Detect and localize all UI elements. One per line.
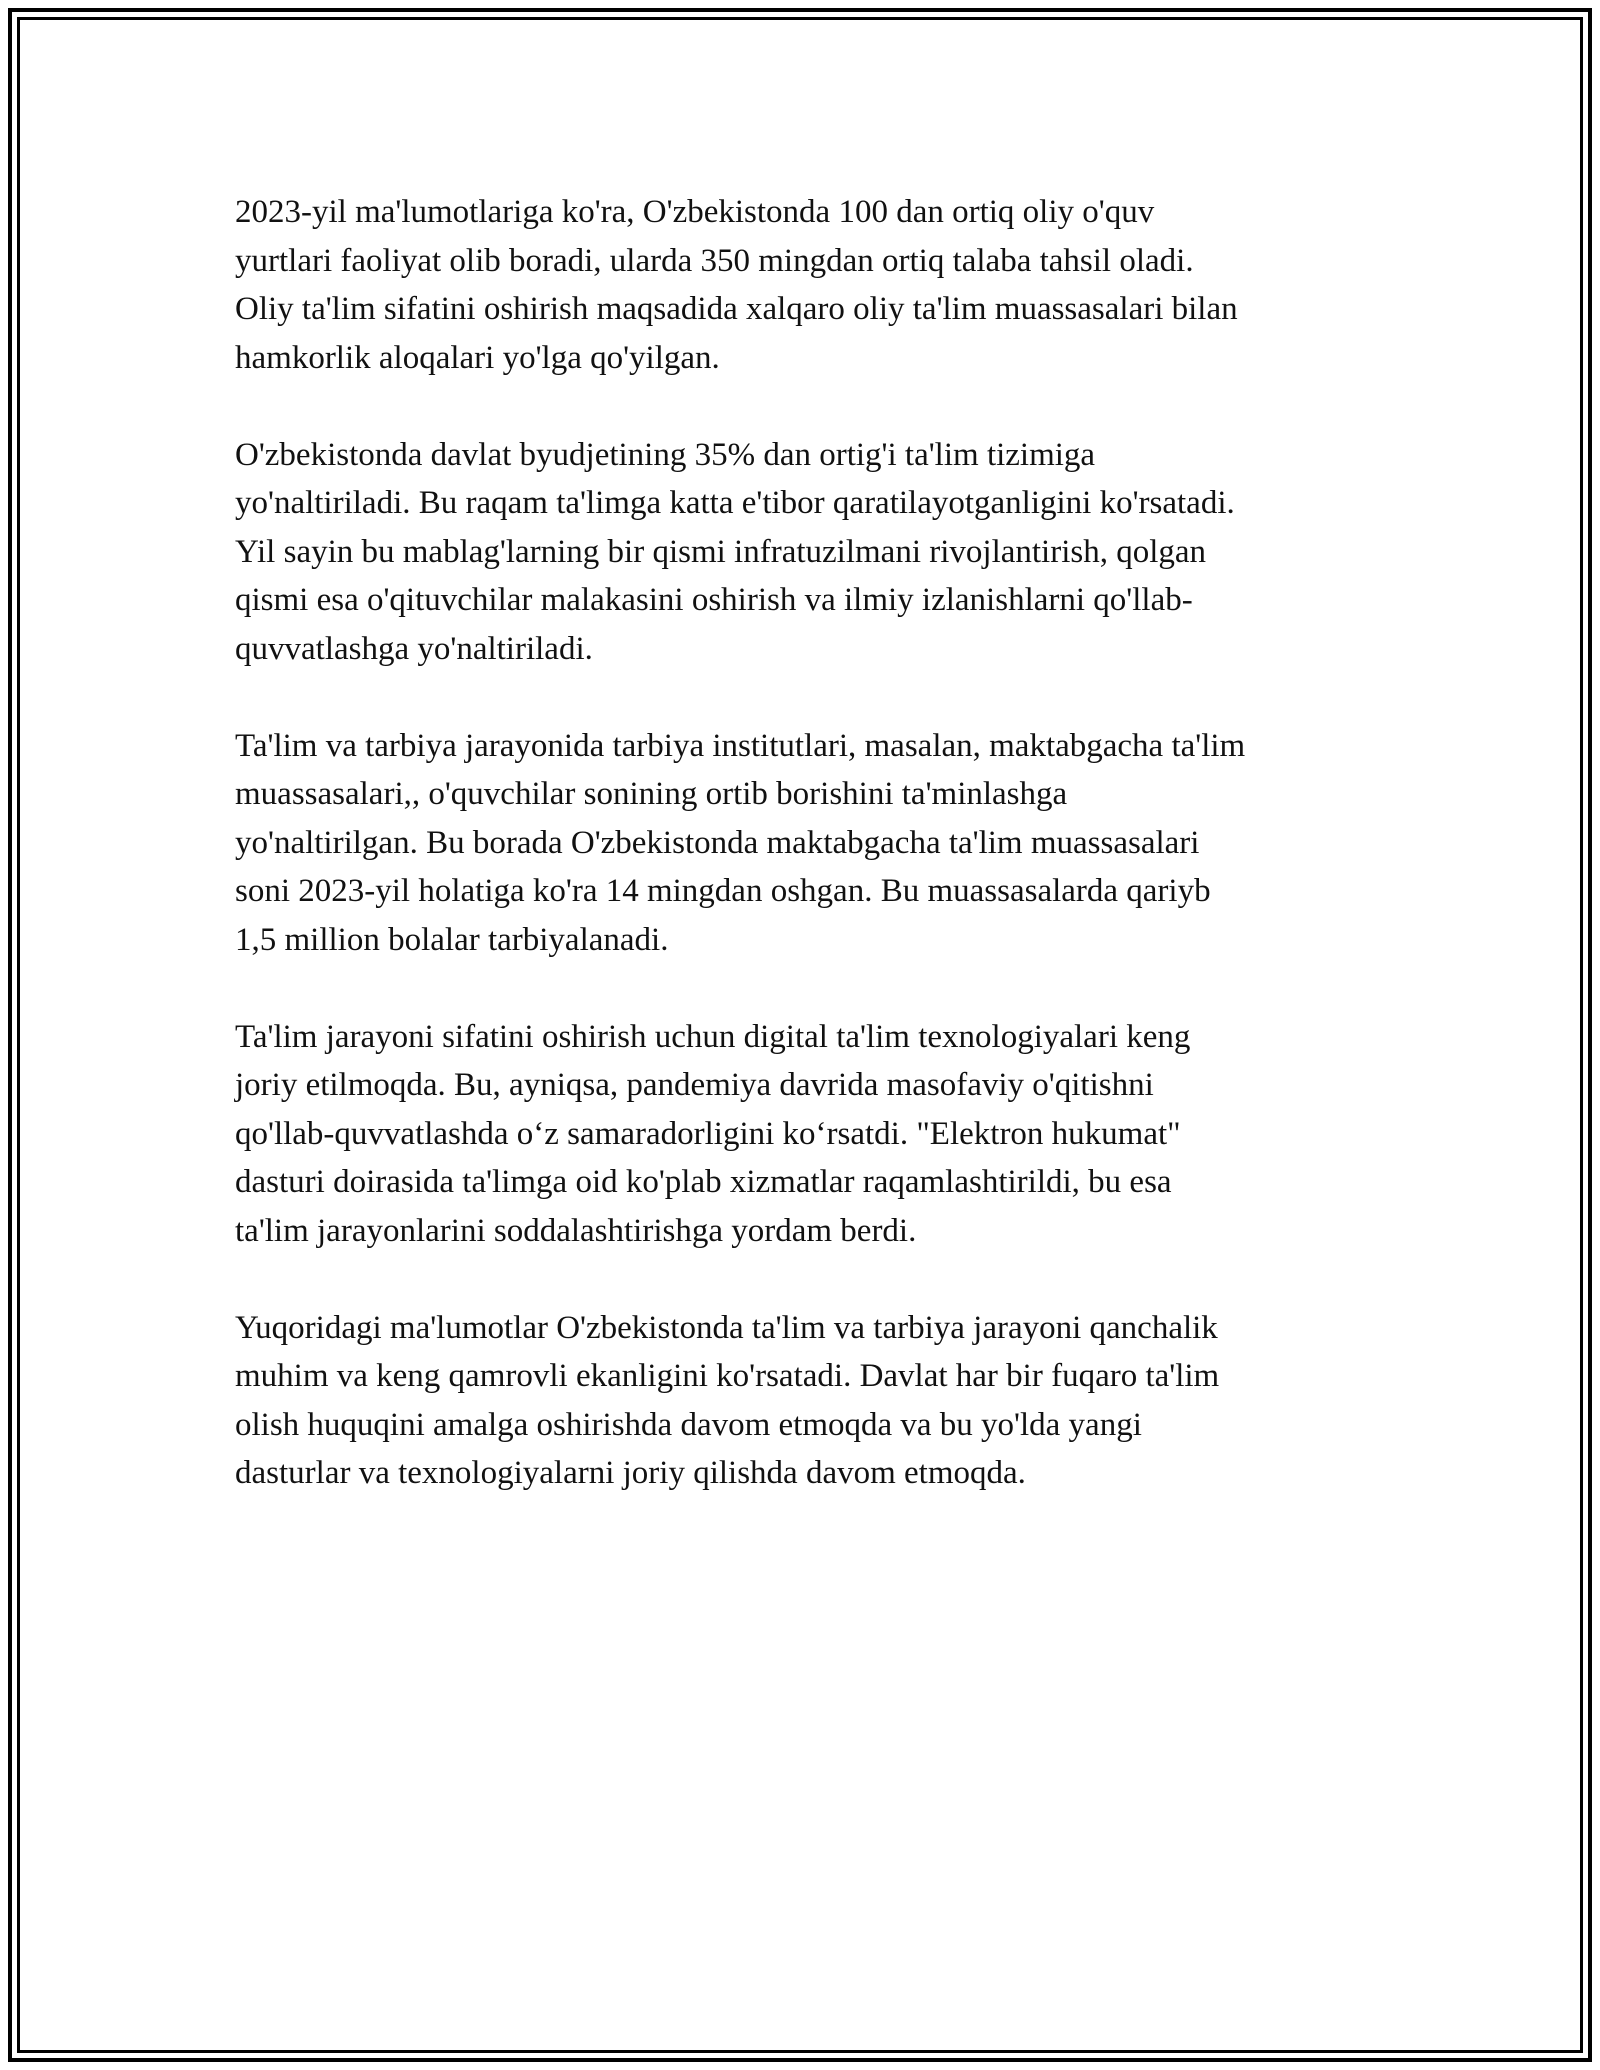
text-line: dasturi doirasida ta'limga oid ko'plab xizmatlar raqamlashtirildi, bu esa bbox=[235, 1164, 1172, 1200]
paragraph-5 bbox=[235, 1304, 1375, 1498]
document-body bbox=[235, 188, 1375, 1546]
text-line: yurtlari faoliyat olib boradi, ularda 350 mingdan ortiq talaba tahsil oladi. bbox=[235, 242, 1194, 279]
text-line: Yuqoridagi ma'lumotlar O'zbekistonda ta'lim va tarbiya jarayoni qanchalik bbox=[235, 1309, 1218, 1346]
text-line: dasturlar va texnologiyalarni joriy qilishda davom etmoqda. bbox=[235, 1455, 1026, 1491]
paragraph-3 bbox=[235, 722, 1375, 965]
paragraph-2 bbox=[235, 431, 1375, 674]
paragraph-4 bbox=[235, 1013, 1375, 1256]
text-line: hamkorlik aloqalari yo'lga qo'yilgan. bbox=[235, 339, 720, 376]
text-line: Oliy ta'lim sifatini oshirish maqsadida xalqaro oliy ta'lim muassasalari bilan bbox=[235, 291, 1238, 327]
text-line: qismi esa o'qituvchilar malakasini oshirish va ilmiy izlanishlarni qo'llab- bbox=[235, 582, 1193, 618]
text-line: Ta'lim jarayoni sifatini oshirish uchun digital ta'lim texnologiyalari keng bbox=[235, 1018, 1191, 1055]
text-line: O'zbekistonda davlat byudjetining 35% dan ortig'i ta'lim tizimiga bbox=[235, 436, 1096, 473]
text-line: muhim va keng qamrovli ekanligini ko'rsatadi. Davlat har bir fuqaro ta'lim bbox=[235, 1358, 1220, 1394]
text-line: yo'naltiriladi. Bu raqam ta'limga katta e'tibor qaratilayotganligini ko'rsatadi. bbox=[235, 485, 1235, 521]
paragraph-1 bbox=[235, 188, 1375, 382]
text-line: joriy etilmoqda. Bu, ayniqsa, pandemiya davrida masofaviy o'qitishni bbox=[235, 1067, 1154, 1103]
text-line: soni 2023-yil holatiga ko'ra 14 mingdan oshgan. Bu muassasalarda qariyb bbox=[235, 873, 1211, 909]
text-line: olish huquqini amalga oshirishda davom etmoqda va bu yo'lda yangi bbox=[235, 1406, 1142, 1443]
text-line: Ta'lim va tarbiya jarayonida tarbiya institutlari, masalan, maktabgacha ta'lim bbox=[235, 727, 1246, 764]
text-line: ta'lim jarayonlarini soddalashtirishga yordam berdi. bbox=[235, 1212, 917, 1249]
text-line: qo'llab-quvvatlashda o‘z samaradorligini ko‘rsatdi. "Elektron hukumat" bbox=[235, 1115, 1181, 1152]
text-line: 2023-yil ma'lumotlariga ko'ra, O'zbekistonda 100 dan ortiq oliy o'quv bbox=[235, 194, 1155, 230]
text-line: Yil sayin bu mablag'larning bir qismi infratuzilmani rivojlantirish, qolgan bbox=[235, 533, 1207, 570]
text-line: yo'naltirilgan. Bu borada O'zbekistonda maktabgacha ta'lim muassasalari bbox=[235, 824, 1200, 861]
text-line: muassasalari,, o'quvchilar sonining ortib borishini ta'minlashga bbox=[235, 776, 1068, 812]
text-line: quvvatlashga yo'naltiriladi. bbox=[235, 630, 593, 667]
text-line: 1,5 million bolalar tarbiyalanadi. bbox=[235, 921, 669, 958]
